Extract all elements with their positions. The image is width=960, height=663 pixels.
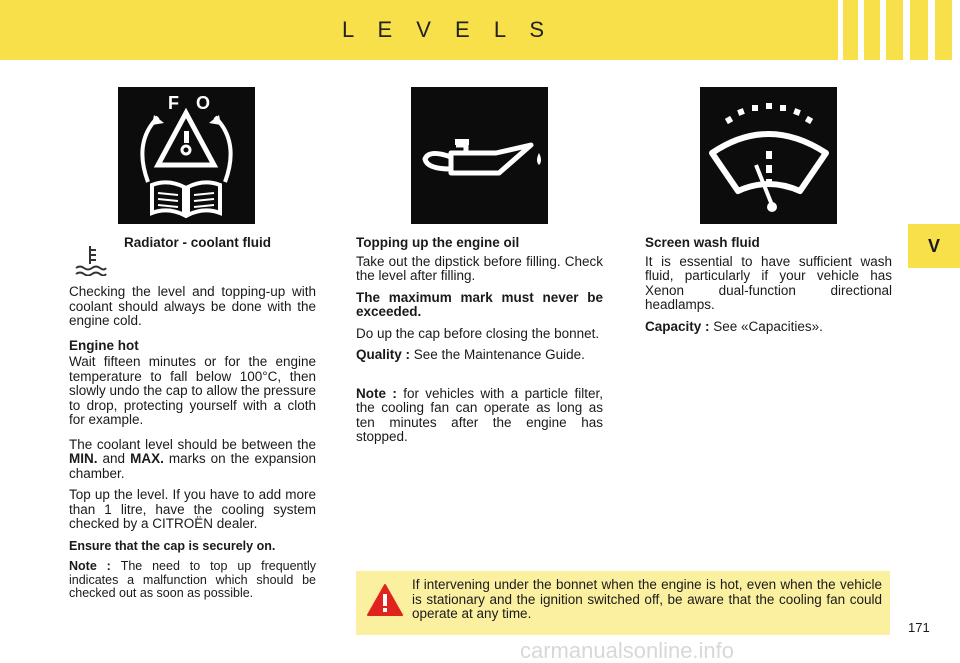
coolant-heading: Radiator - coolant fluid — [124, 235, 271, 250]
screen-wash-heading: Screen wash fluid — [645, 235, 760, 250]
oil-text-2: Do up the cap before closing the bonnet. — [356, 325, 600, 341]
watermark: carmanualsonline.info — [520, 638, 735, 663]
left-column — [69, 285, 316, 608]
svg-text:F: F — [168, 93, 179, 113]
header-stripe — [903, 0, 910, 60]
topup-text: Top up the level. If you have to add more than 1 litre, have the cooling system checked by a CITROËN dealer. — [69, 487, 316, 531]
header-stripe — [880, 0, 886, 60]
capacity-text: Capacity : See «Capacities». — [645, 318, 823, 334]
ensure-cap-text: Ensure that the cap is securely on. — [69, 538, 276, 553]
warning-triangle-icon — [366, 583, 404, 622]
page-number: 171 — [908, 620, 930, 635]
engine-hot-text: Wait fifteen minutes or for the engine temperature to fall below 100°C, then slowly undo the cap to allow the pressure to drop, protecting yourself with a cloth for example. — [69, 354, 316, 427]
chapter-tab[interactable]: V — [908, 224, 960, 268]
header-stripe — [838, 0, 843, 60]
header-stripe — [952, 0, 960, 60]
screen-wash-text: It is essential to have sufficient wash fluid, particularly if your vehicle has Xenon dual-function directional headlamps. — [645, 253, 892, 312]
coolant-intro: Checking the level and topping-up with coolant should always be done with the engine cold. — [69, 284, 316, 328]
coolant-note: Note : The need to top up frequently indicates a malfunction which should be checked out as soon as possible. — [69, 559, 316, 600]
oil-heading: Topping up the engine oil — [356, 235, 520, 250]
coolant-level-text: The coolant level should be between the MIN. and MAX. marks on the expansion chamber. — [69, 436, 316, 481]
right-column — [645, 236, 892, 341]
page-title: L E V E L S — [341, 17, 554, 42]
oil-text-1: Take out the dipstick before filling. Check the level after filling. — [356, 253, 603, 283]
screen-wash-icon — [700, 87, 837, 224]
svg-text:O: O — [196, 93, 211, 113]
page-header — [0, 0, 960, 60]
header-stripe — [858, 0, 864, 60]
oil-can-icon — [411, 87, 548, 224]
warning-box — [356, 571, 890, 635]
header-stripe — [928, 0, 935, 60]
coolant-level-icon — [73, 244, 107, 281]
middle-column — [356, 236, 603, 452]
warning-text: If intervening under the bonnet when the engine is hot, even when the vehicle is stationary and the ignition switched off, be aware that the cooling fan could operate at any time. — [412, 577, 882, 621]
oil-quality: Quality : See the Maintenance Guide. — [356, 347, 585, 362]
fan-note: Note : for vehicles with a particle filter, the cooling fan can operate as long as ten minutes after the engine has stopped. — [356, 385, 604, 444]
engine-hot-heading: Engine hot — [69, 337, 139, 353]
coolant-warning-icon — [118, 87, 255, 224]
oil-max-warning: The maximum mark must never be exceeded. — [356, 289, 603, 319]
